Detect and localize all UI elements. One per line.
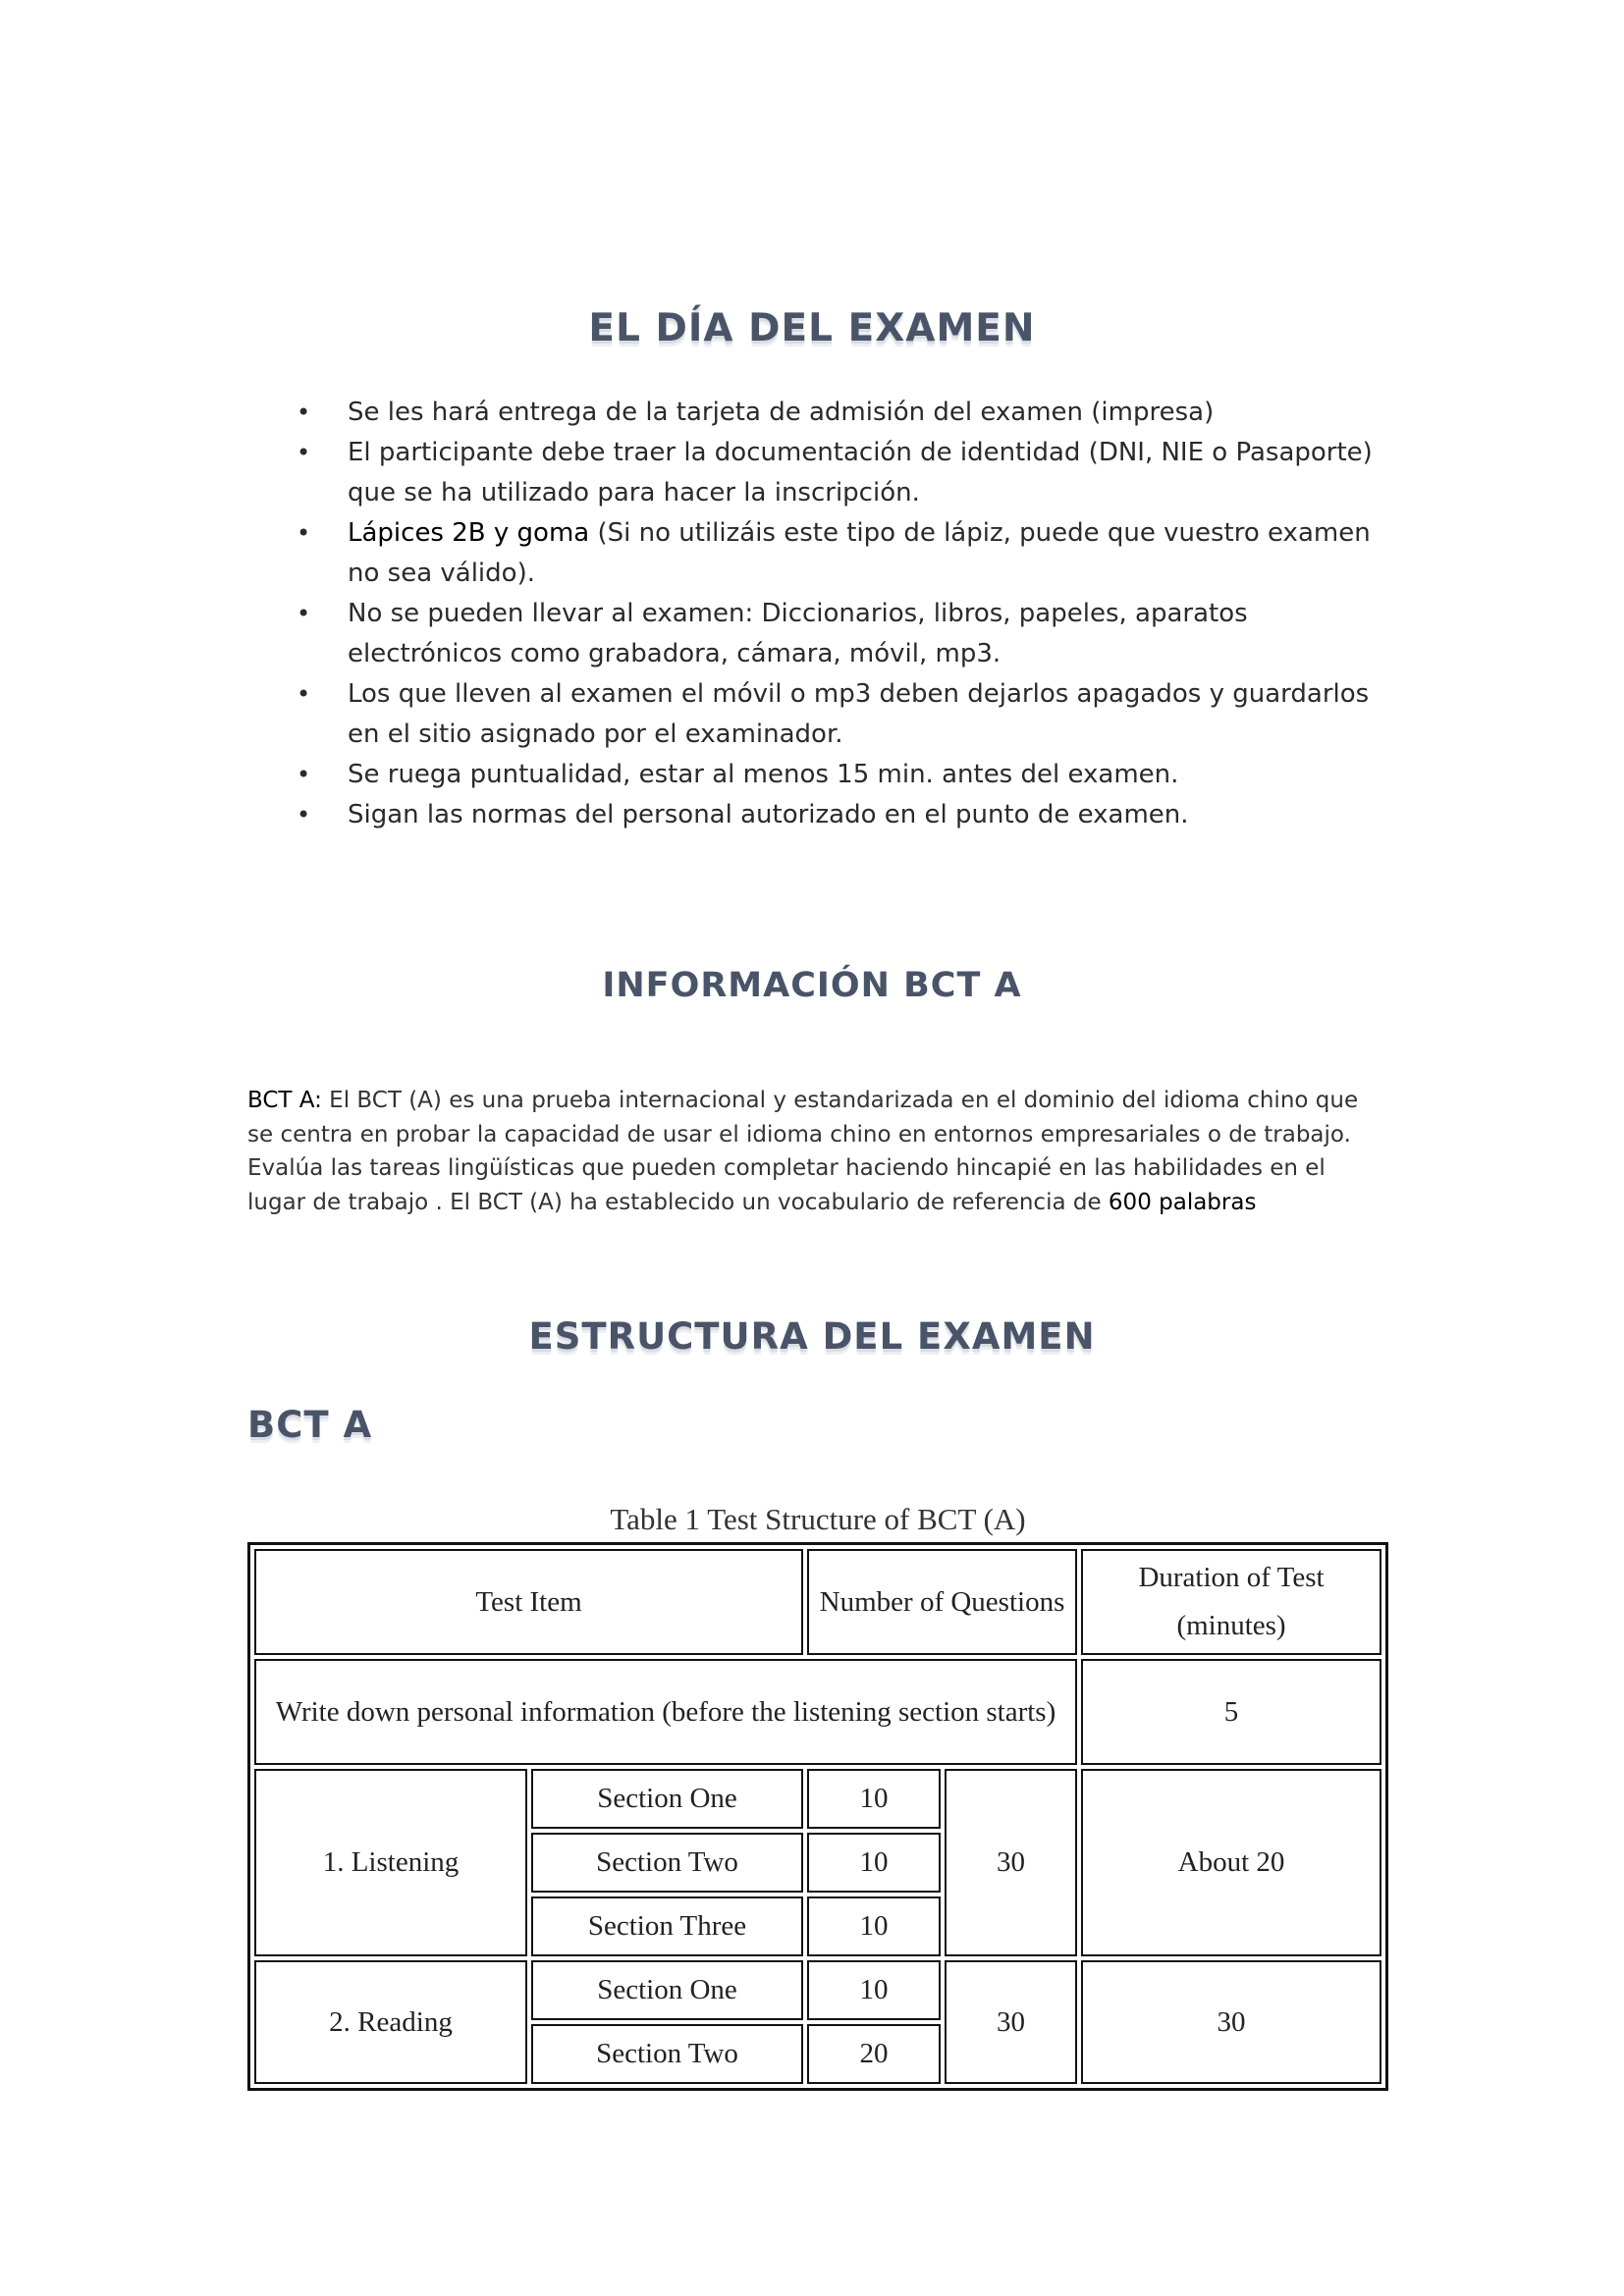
list-item-text: (Si no utilizáis este tipo de lápiz, puede que vuestro examen no sea válido). (348, 518, 1371, 588)
table-caption: Table 1 Test Structure of BCT (A) (610, 1502, 1026, 1536)
reading-duration-cell: 30 (1081, 1960, 1381, 2084)
list-item-text: Sigan las normas del personal autorizado en el punto de examen. (348, 800, 1189, 829)
bullet-icon: • (297, 600, 311, 627)
table-row (254, 1659, 1381, 1765)
section-count-cell: 10 (807, 1769, 941, 1829)
section-name-cell: Section Three (531, 1896, 803, 1956)
list-item-text: Se les hará entrega de la tarjeta de admisión del examen (impresa) (348, 398, 1215, 427)
list-item (295, 393, 1394, 433)
bct-info-highlight: 600 palabras (1108, 1189, 1257, 1215)
list-item (295, 795, 1394, 835)
header-test-item: Test Item (254, 1549, 803, 1655)
reading-part-cell: 2. Reading (254, 1960, 527, 2084)
section-name-cell: Section Two (531, 2024, 803, 2084)
list-item-text: Los que lleven al examen el móvil o mp3 deben dejarlos apagados y guardarlos en el sitio asignado por el examinador. (348, 679, 1370, 749)
bullet-icon: • (297, 801, 311, 828)
bullet-icon: • (297, 439, 311, 466)
bct-a-subheading: BCT A (247, 1404, 373, 1446)
listening-duration-cell: About 20 (1081, 1769, 1381, 1956)
exam-day-heading: EL DÍA DEL EXAMEN (588, 306, 1036, 350)
table-row (254, 1960, 1381, 2020)
list-item (295, 594, 1394, 674)
exam-day-bullet-list (295, 393, 1394, 835)
bct-info-body: El BCT (A) es una prueba internacional y estandarizada en el dominio del idioma chino que se centra en probar la capacidad de usar el idioma chino en entornos empresariales o de trabajo. Evalúa las tareas lingüísticas que pueden completar haciendo hincapié en las habilidades en el lugar de trabajo . El BCT (A) ha establecido un vocabulario de referencia de (247, 1088, 1359, 1215)
section-name-cell: Section One (531, 1769, 803, 1829)
section-count-cell: 10 (807, 1833, 941, 1893)
listening-total-cell: 30 (945, 1769, 1077, 1956)
table-header-row (254, 1549, 1381, 1655)
section-name-cell: Section One (531, 1960, 803, 2020)
list-item (295, 513, 1394, 594)
list-item-emphasis: Lápices 2B y goma (348, 518, 590, 548)
bct-info-paragraph (247, 1084, 1377, 1219)
list-item (295, 433, 1394, 513)
personal-info-cell: Write down personal information (before the listening section starts) (254, 1659, 1077, 1765)
section-name-cell: Section Two (531, 1833, 803, 1893)
bullet-icon: • (297, 680, 311, 708)
exam-structure-heading: ESTRUCTURA DEL EXAMEN (528, 1315, 1096, 1358)
section-count-cell: 10 (807, 1896, 941, 1956)
section-count-cell: 20 (807, 2024, 941, 2084)
list-item-text: Se ruega puntualidad, estar al menos 15 min. antes del examen. (348, 760, 1179, 789)
reading-total-cell: 30 (945, 1960, 1077, 2084)
header-duration: Duration of Test (minutes) (1081, 1549, 1381, 1655)
bullet-icon: • (297, 399, 311, 426)
bct-info-heading: INFORMACIÓN BCT A (602, 966, 1022, 1005)
list-item-text: No se pueden llevar al examen: Diccionarios, libros, papeles, aparatos electrónicos como grabadora, cámara, móvil, mp3. (348, 599, 1248, 668)
personal-info-duration: 5 (1081, 1659, 1381, 1765)
list-item (295, 755, 1394, 795)
section-count-cell: 10 (807, 1960, 941, 2020)
test-structure-table (247, 1542, 1388, 2091)
bullet-icon: • (297, 519, 311, 547)
table-row (254, 1769, 1381, 1829)
header-number-of-questions: Number of Questions (807, 1549, 1077, 1655)
bullet-icon: • (297, 761, 311, 788)
list-item-text: El participante debe traer la documentación de identidad (DNI, NIE o Pasaporte) que se ha utilizado para hacer la inscripción. (348, 438, 1373, 507)
listening-part-cell: 1. Listening (254, 1769, 527, 1956)
list-item (295, 674, 1394, 755)
bct-info-lead: BCT A: (247, 1088, 322, 1113)
